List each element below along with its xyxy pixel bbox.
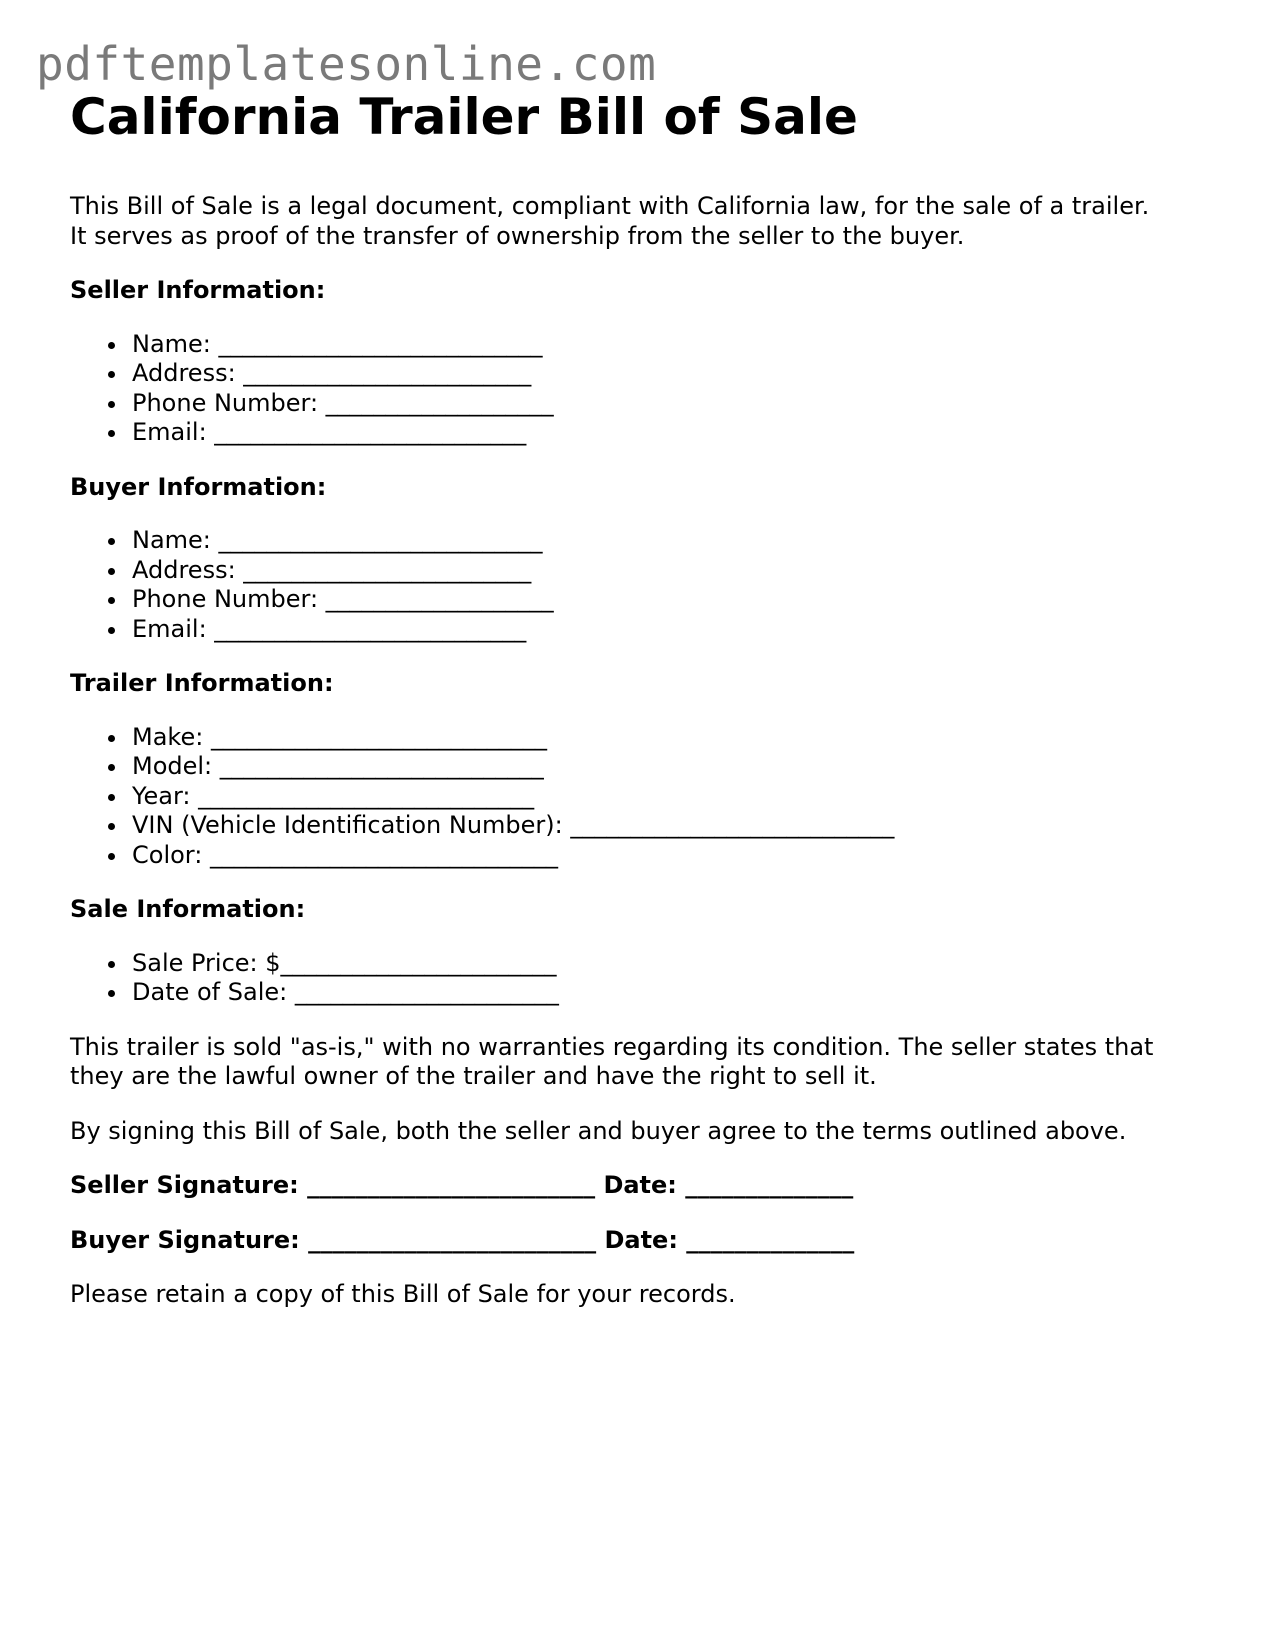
as-is-line-1: This trailer is sold "as-is," with no warranties regarding its condition. The seller states that: [70, 1032, 1154, 1061]
trailer-vin-field[interactable]: VIN (Vehicle Identification Number): ___________________________: [132, 811, 1220, 841]
trailer-make-field[interactable]: Make: ____________________________: [132, 723, 1220, 753]
page-title: California Trailer Bill of Sale: [70, 88, 858, 146]
buyer-heading: Buyer Information:: [70, 472, 327, 501]
sale-list: [70, 949, 1220, 1008]
agreement-paragraph: By signing this Bill of Sale, both the seller and buyer agree to the terms outlined above.: [70, 1116, 1127, 1145]
seller-phone-field[interactable]: Phone Number: ___________________: [132, 389, 1220, 419]
buyer-name-field[interactable]: Name: ___________________________: [132, 526, 1220, 556]
buyer-phone-field[interactable]: Phone Number: ___________________: [132, 585, 1220, 615]
as-is-paragraph: [70, 1033, 1220, 1092]
sale-heading: Sale Information:: [70, 895, 306, 923]
footer-note: Please retain a copy of this Bill of Sale for your records.: [70, 1280, 736, 1308]
watermark: pdftemplatesonline.com: [36, 37, 657, 91]
intro-line-1: This Bill of Sale is a legal document, compliant with California law, for the sale of a trailer.: [70, 192, 1150, 220]
trailer-model-field[interactable]: Model: ___________________________: [132, 752, 1220, 782]
sale-date-field[interactable]: Date of Sale: ______________________: [132, 978, 1220, 1008]
buyer-list: [70, 526, 1220, 644]
as-is-line-2: they are the lawful owner of the trailer and have the right to sell it.: [70, 1062, 877, 1090]
seller-name-field[interactable]: Name: ___________________________: [132, 330, 1220, 360]
trailer-color-field[interactable]: Color: _____________________________: [132, 841, 1220, 871]
buyer-email-field[interactable]: Email: __________________________: [132, 615, 1220, 645]
sale-price-field[interactable]: Sale Price: $_______________________: [132, 949, 1220, 979]
seller-heading: Seller Information:: [70, 276, 326, 304]
buyer-address-field[interactable]: Address: ________________________: [132, 556, 1220, 586]
trailer-year-field[interactable]: Year: ____________________________: [132, 782, 1220, 812]
seller-list: [70, 330, 1220, 448]
buyer-signature-line[interactable]: Buyer Signature: ________________________ Date: ______________: [70, 1225, 855, 1254]
seller-signature-line[interactable]: Seller Signature: ________________________ Date: ______________: [70, 1171, 854, 1199]
trailer-heading: Trailer Information:: [70, 669, 334, 697]
seller-address-field[interactable]: Address: ________________________: [132, 359, 1220, 389]
intro-paragraph: [70, 192, 1220, 251]
seller-email-field[interactable]: Email: __________________________: [132, 418, 1220, 448]
document-body: [70, 86, 1220, 1310]
intro-line-2: It serves as proof of the transfer of ownership from the seller to the buyer.: [70, 221, 965, 250]
trailer-list: [70, 723, 1220, 871]
